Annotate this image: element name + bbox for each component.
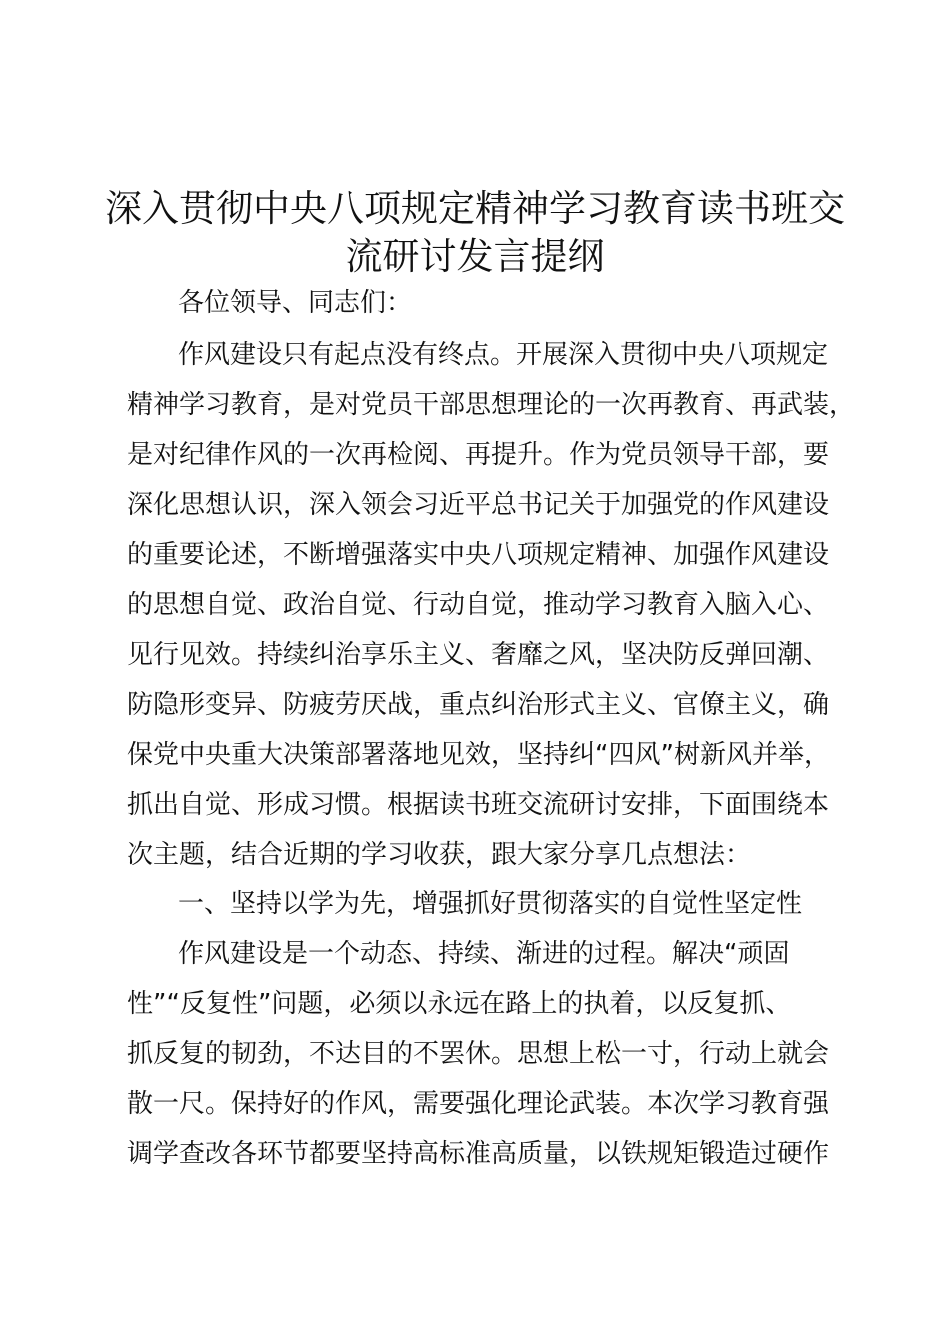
paragraph-1-line: 的重要论述，不断增强落实中央八项规定精神、加强作风建设: [127, 540, 830, 570]
document-title-line-1: 深入贯彻中央八项规定精神学习教育读书班交: [105, 187, 845, 230]
paragraph-1-line: 保党中央重大决策部署落地见效，坚持纠“四风”树新风并举，: [127, 740, 830, 770]
paragraph-1-line: 是对纪律作风的一次再检阅、再提升。作为党员领导干部，要: [127, 440, 830, 470]
document-title-line-2: 流研讨发言提纲: [345, 235, 605, 278]
paragraph-2-line: 抓反复的韧劲，不达目的不罢休。思想上松一寸，行动上就会: [127, 1039, 830, 1069]
paragraph-2-line: 作风建设是一个动态、持续、渐进的过程。解决“顽固: [178, 939, 790, 969]
paragraph-1-line: 作风建设只有起点没有终点。开展深入贯彻中央八项规定: [178, 340, 829, 370]
paragraph-2-line: 调学查改各环节都要坚持高标准高质量，以铁规矩锻造过硬作: [127, 1139, 830, 1169]
paragraph-1-line: 深化思想认识，深入领会习近平总书记关于加强党的作风建设: [127, 490, 830, 520]
paragraph-1-line: 精神学习教育，是对党员干部思想理论的一次再教育、再武装，: [127, 390, 856, 420]
paragraph-2-line: 性”“反复性”问题，必须以永远在路上的执着，以反复抓、: [127, 989, 792, 1019]
salutation: 各位领导、同志们：: [178, 288, 413, 318]
paragraph-1-line: 抓出自觉、形成习惯。根据读书班交流研讨安排，下面围绕本: [127, 790, 830, 820]
paragraph-1-line: 的思想自觉、政治自觉、行动自觉，推动学习教育入脑入心、: [127, 590, 830, 620]
paragraph-1-line: 次主题，结合近期的学习收获，跟大家分享几点想法：: [127, 840, 752, 870]
paragraph-1-line: 见行见效。持续纠治享乐主义、奢靡之风，坚决防反弹回潮、: [127, 640, 830, 670]
section-1-heading: 一、坚持以学为先，增强抓好贯彻落实的自觉性坚定性: [178, 889, 803, 919]
paragraph-2-line: 散一尺。保持好的作风，需要强化理论武装。本次学习教育强: [127, 1089, 830, 1119]
paragraph-1-line: 防隐形变异、防疲劳厌战，重点纠治形式主义、官僚主义，确: [127, 690, 830, 720]
